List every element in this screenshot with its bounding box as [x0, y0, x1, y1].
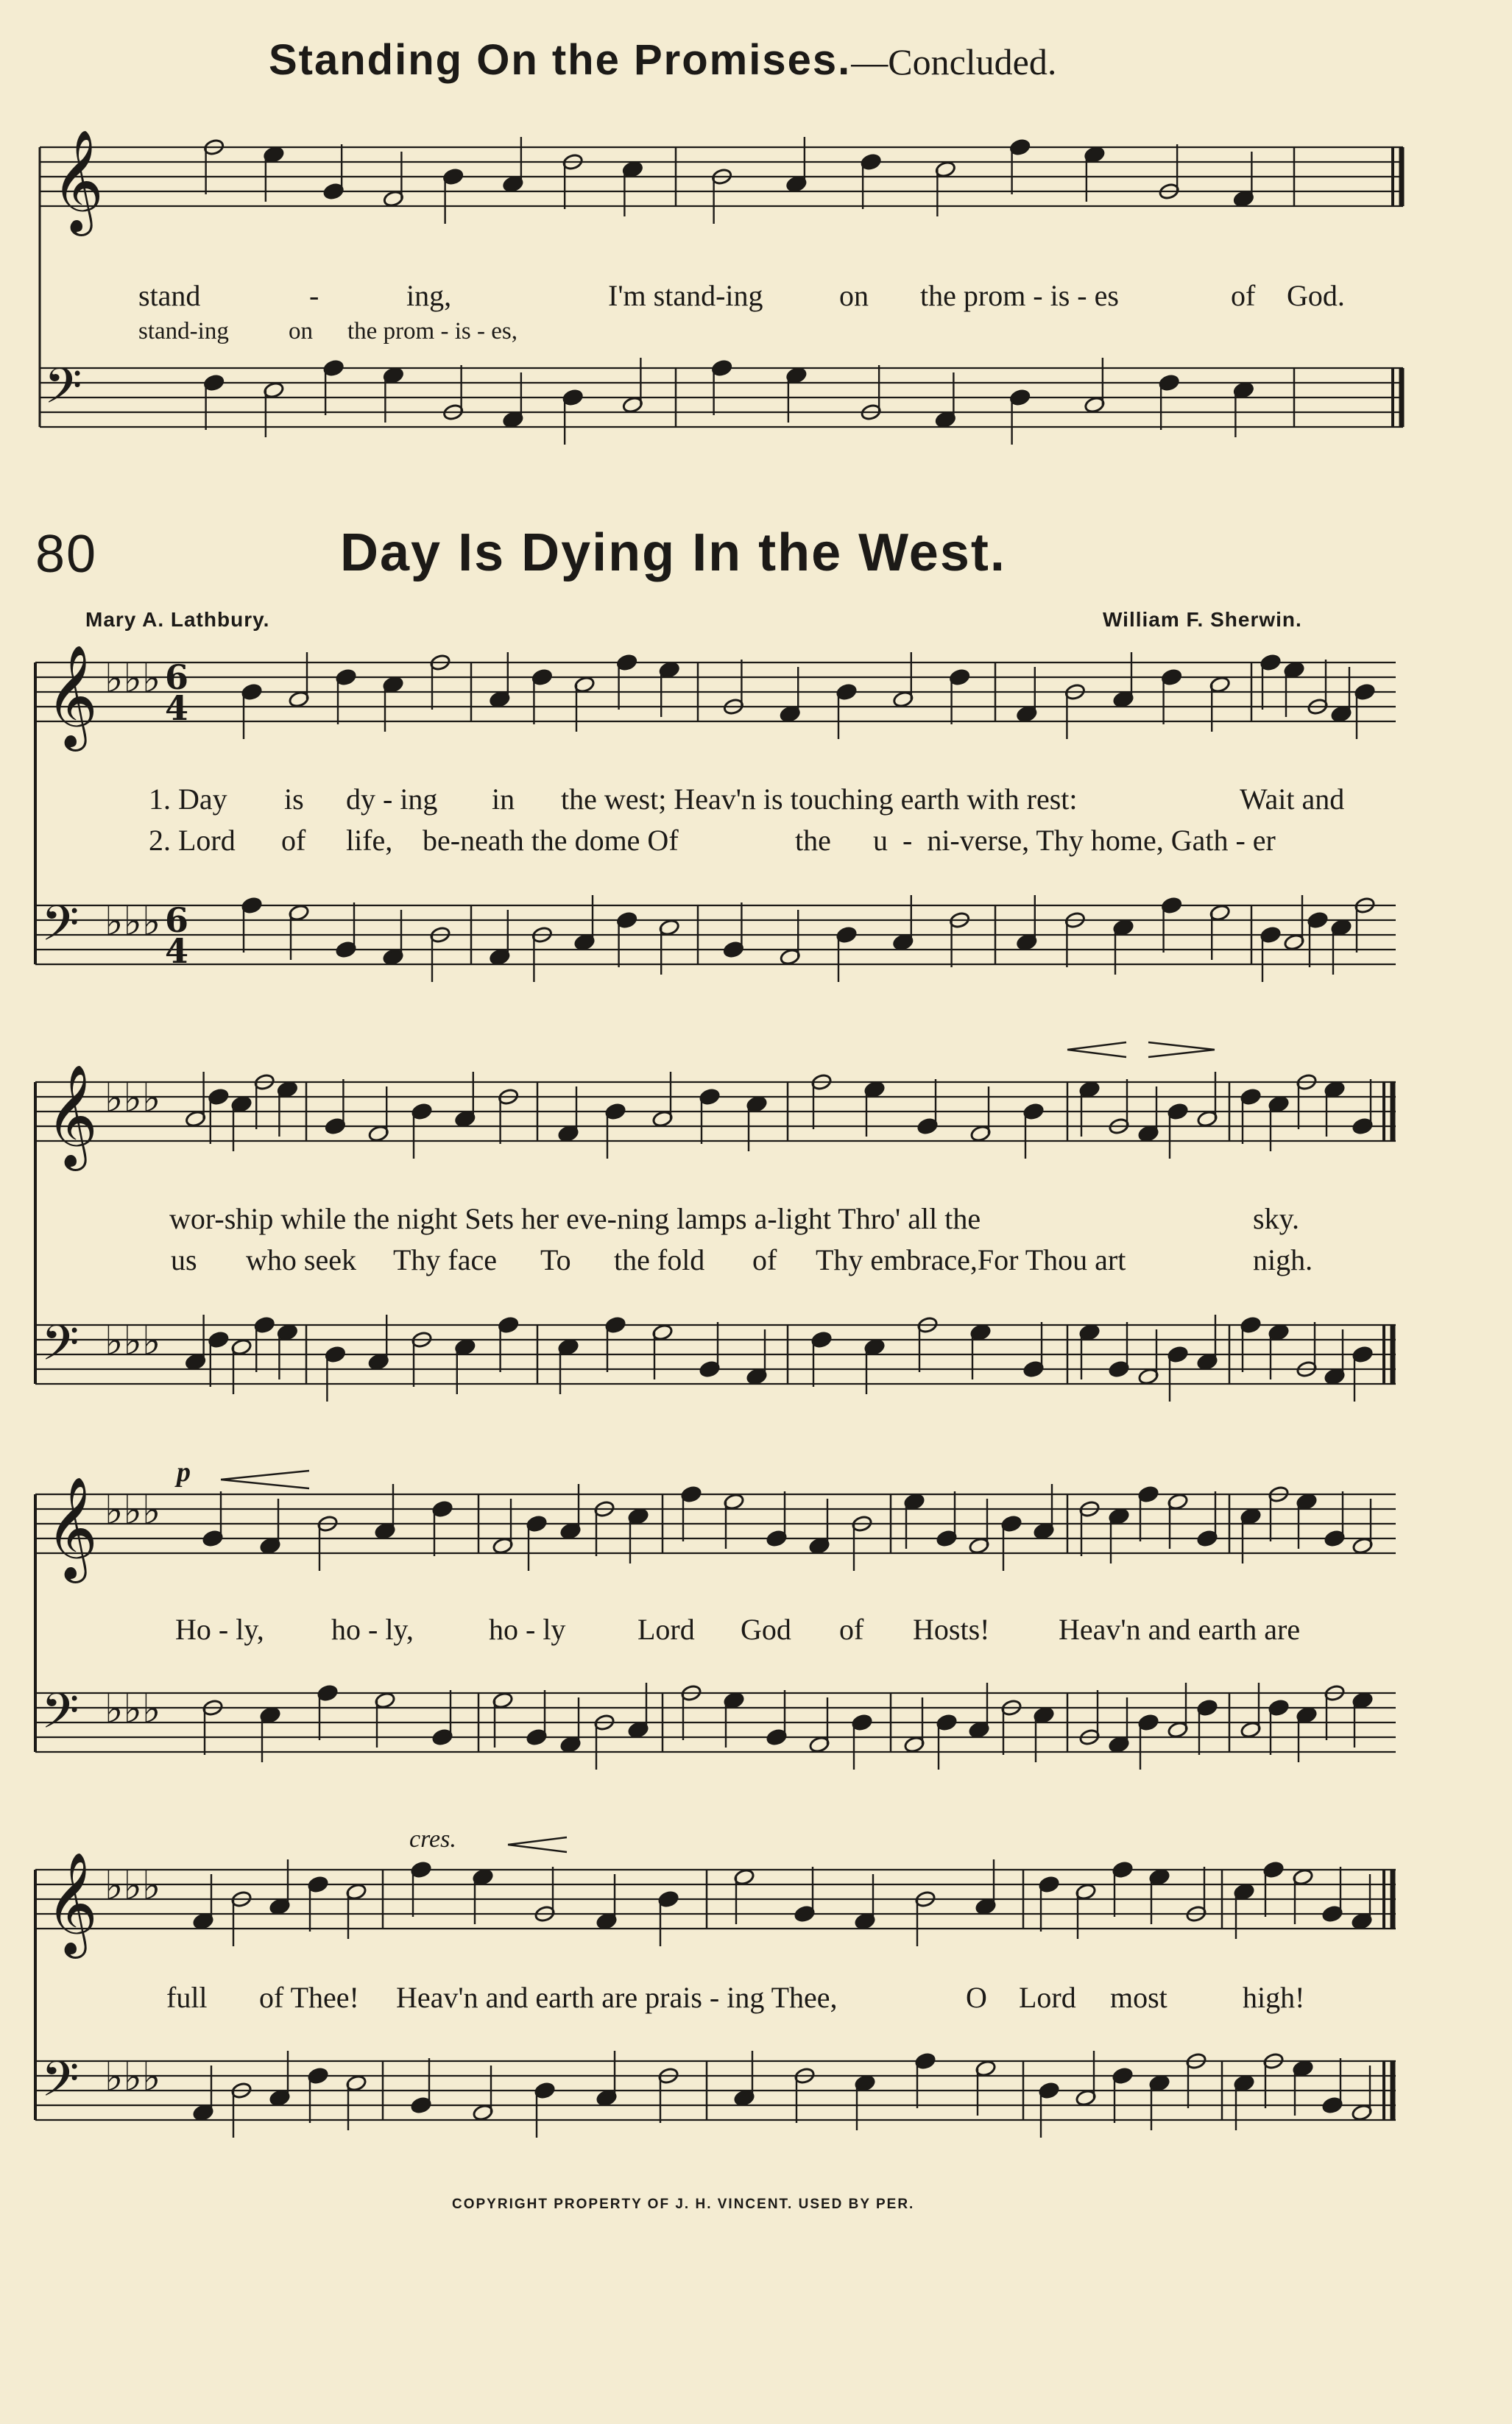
- lyric-word: wor-ship while the night Sets her eve-ning lamps a-light Thro' all the: [169, 1202, 981, 1235]
- copyright-notice: COPYRIGHT PROPERTY OF J. H. VINCENT. USED BY PER.: [452, 2197, 915, 2212]
- treble-clef: 𝄞: [46, 1477, 98, 1579]
- hymn-number: 80: [35, 525, 98, 584]
- lyric-word: is: [284, 782, 304, 816]
- lyric-word: To: [540, 1243, 571, 1276]
- lyric-word: Lord: [637, 1613, 695, 1646]
- s4-refrain: [0, 1980, 1512, 2017]
- bass-clef: 𝄢: [44, 358, 82, 426]
- key-signature-flat: ♭♭♭: [105, 1075, 161, 1121]
- time-signature-top: 6: [165, 657, 189, 697]
- s1-verse-2: [0, 823, 1512, 860]
- lyric-word: of: [752, 1243, 777, 1276]
- lyric-word: the prom - is - es: [920, 279, 1119, 312]
- lyric-word: I'm stand-ing: [608, 279, 763, 312]
- lyric-word: nigh.: [1253, 1243, 1313, 1276]
- bass-clef: 𝄢: [41, 1683, 80, 1751]
- lyric-word: on: [289, 318, 313, 344]
- treble-clef: 𝄞: [52, 130, 104, 232]
- lyric-word: O: [966, 1981, 987, 2014]
- lyric-word: Lord: [1019, 1981, 1076, 2014]
- lyric-word: Wait and: [1240, 782, 1345, 816]
- s2-verse-2: [0, 1243, 1512, 1279]
- lyric-word: most: [1110, 1981, 1167, 2014]
- top-lyric-line-2: [0, 318, 1512, 355]
- dynamic-crescendo: cres.: [409, 1826, 456, 1853]
- s3-refrain: [0, 1612, 1512, 1649]
- lyric-word: full: [166, 1981, 208, 2014]
- lyric-word: us: [171, 1243, 197, 1276]
- key-signature-flat: ♭♭♭: [105, 1318, 161, 1364]
- lyric-word: be-neath the dome Of: [423, 824, 679, 857]
- treble-clef: 𝄞: [46, 1064, 98, 1167]
- lyric-word: high!: [1243, 1981, 1305, 2014]
- time-signature-top: 6: [165, 900, 189, 940]
- lyric-word: u - ni-verse, Thy home, Gath - er: [873, 824, 1276, 857]
- lyric-word: of: [1231, 279, 1256, 312]
- bass-clef: 𝄢: [41, 895, 80, 964]
- continued-title-text: Standing On the Promises.: [269, 36, 852, 84]
- lyric-word: ing,: [406, 279, 452, 312]
- bass-clef: 𝄢: [41, 2051, 80, 2119]
- lyric-word: stand-ing: [138, 318, 229, 344]
- lyric-word: stand: [138, 279, 201, 312]
- crescendo-hairpin: [508, 1837, 567, 1852]
- key-signature-flat: ♭♭♭: [105, 1686, 161, 1732]
- lyric-word: God.: [1287, 279, 1345, 312]
- treble-clef: 𝄞: [46, 645, 98, 747]
- top-lyric-line-1: [0, 278, 1512, 315]
- lyric-word: Thy face: [393, 1243, 498, 1276]
- key-signature-flat: ♭♭♭: [105, 1862, 161, 1909]
- lyric-word: Heav'n and earth are prais - ing Thee,: [396, 1981, 838, 2014]
- bass-clef: 𝄢: [41, 1315, 80, 1383]
- lyric-word: dy - ing: [346, 782, 438, 816]
- lyric-word: the fold: [614, 1243, 705, 1276]
- lyric-word: sky.: [1253, 1202, 1299, 1235]
- lyric-word: Heav'n and earth are: [1059, 1613, 1301, 1646]
- treble-clef: 𝄞: [46, 1852, 98, 1954]
- author-credit: Mary A. Lathbury.: [85, 608, 270, 631]
- lyric-word: the: [795, 824, 831, 857]
- key-signature-flat: ♭♭♭: [105, 2054, 161, 2100]
- lyric-word: God: [741, 1613, 791, 1646]
- lyric-word: of Thee!: [259, 1981, 359, 2014]
- lyric-word: -: [309, 279, 319, 312]
- composer-credit: William F. Sherwin.: [1103, 608, 1302, 631]
- lyric-word: Hosts!: [913, 1613, 990, 1646]
- hymn-title: Day Is Dying In the West.: [340, 523, 1006, 582]
- dynamic-piano: p: [177, 1457, 191, 1488]
- lyric-word: ho - ly: [489, 1613, 566, 1646]
- lyric-word: 1. Day: [149, 782, 227, 816]
- s1-verse-1: [0, 782, 1512, 819]
- lyric-word: of: [839, 1613, 864, 1646]
- swell-hairpin: [1067, 1042, 1215, 1057]
- lyric-word: Thy embrace,For Thou art: [816, 1243, 1126, 1276]
- key-signature-flat: ♭♭♭: [105, 898, 161, 944]
- lyric-word: 2. Lord: [149, 824, 236, 857]
- time-signature-bottom: 4: [165, 688, 189, 728]
- lyric-word: the prom - is - es,: [347, 318, 517, 344]
- lyric-word: ho - ly,: [331, 1613, 414, 1646]
- lyric-word: on: [839, 279, 869, 312]
- crescendo-hairpin: [221, 1471, 309, 1488]
- s2-verse-1: [0, 1201, 1512, 1238]
- lyric-word: in: [492, 782, 515, 816]
- time-signature-bottom: 4: [165, 931, 189, 971]
- lyric-word: the west; Heav'n is touching earth with rest:: [561, 782, 1078, 816]
- lyric-word: who seek: [246, 1243, 356, 1276]
- lyric-word: of: [281, 824, 306, 857]
- lyric-word: life,: [346, 824, 393, 857]
- key-signature-flat: ♭♭♭: [105, 1487, 161, 1533]
- lyric-word: Ho - ly,: [175, 1613, 264, 1646]
- concluded-label: —Concluded.: [851, 41, 1057, 82]
- key-signature-flat: ♭♭♭: [105, 655, 161, 702]
